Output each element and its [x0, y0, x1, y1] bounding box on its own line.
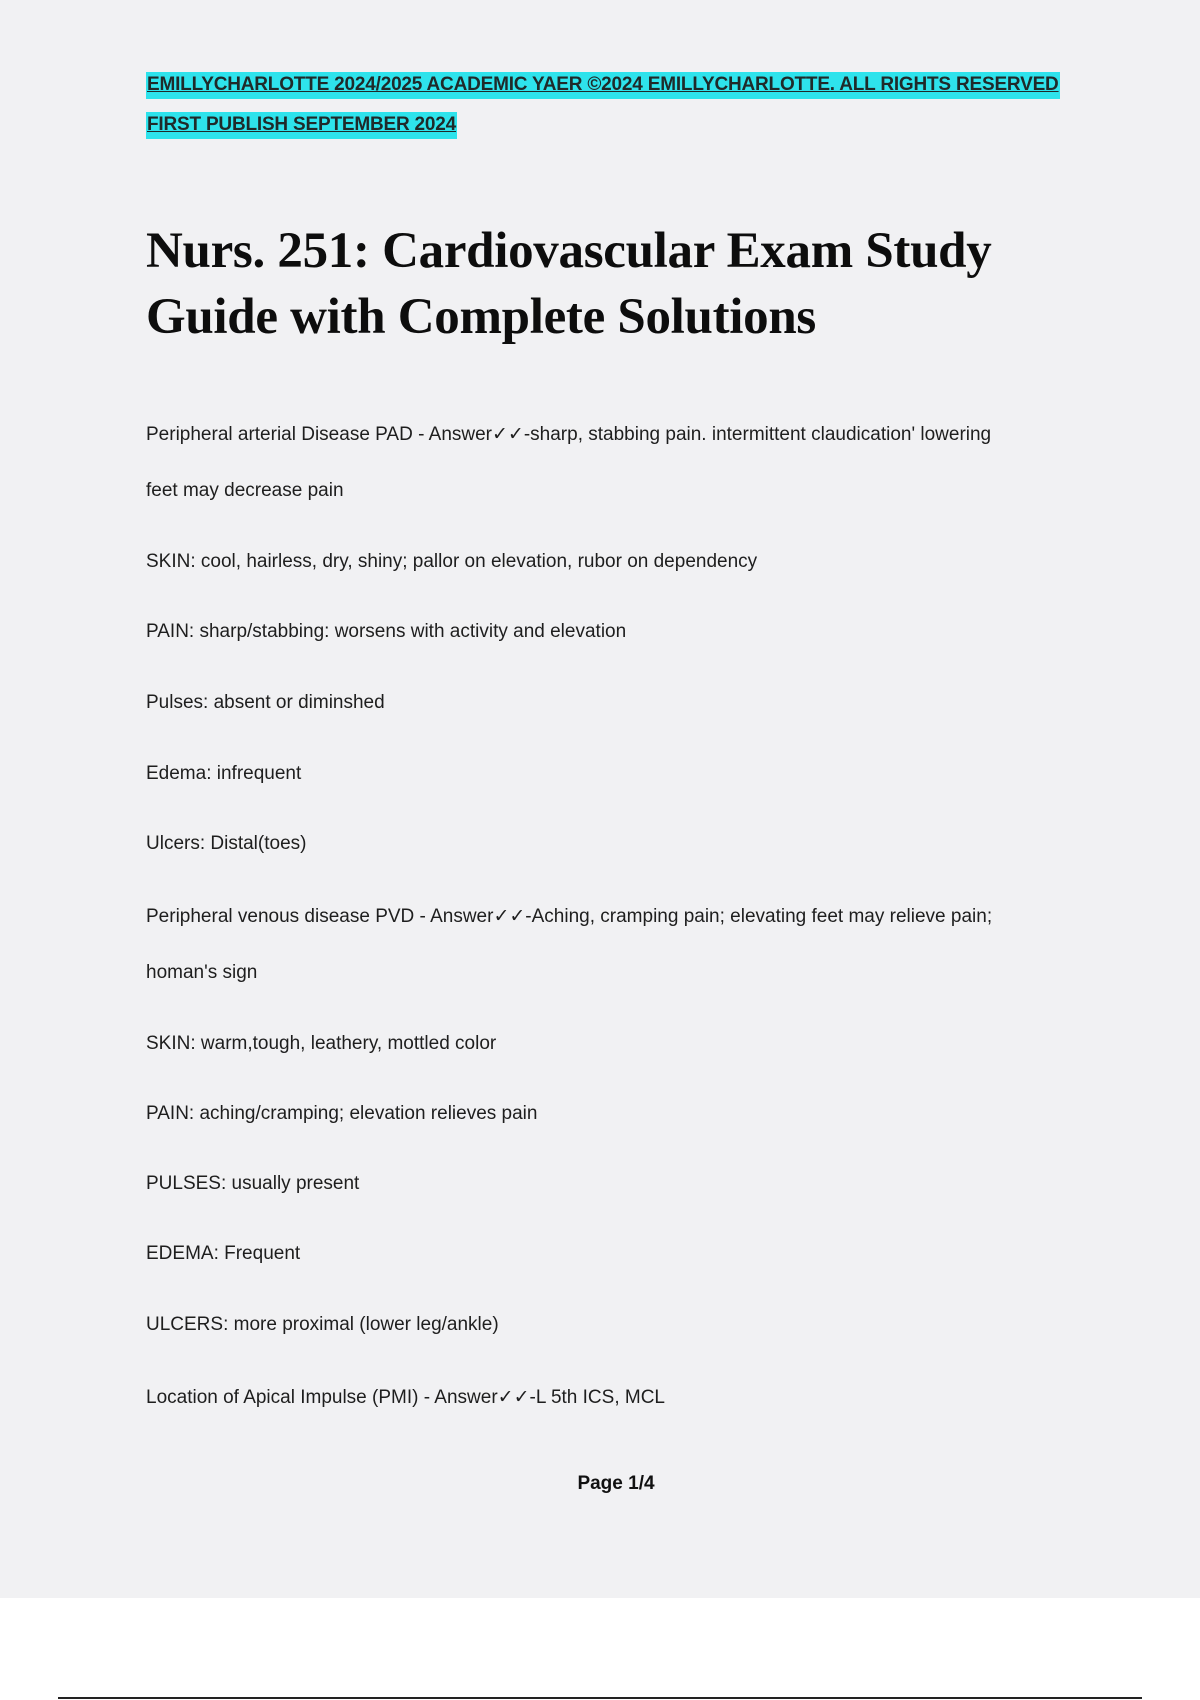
page-number: Page 1/4: [577, 1473, 655, 1494]
pvd-answer-line-2: homan's sign: [146, 962, 258, 983]
pad-edema: Edema: infrequent: [146, 763, 302, 784]
publish-date-text: FIRST PUBLISH SEPTEMBER 2024: [146, 112, 457, 139]
pvd-skin: SKIN: warm,tough, leathery, mottled color: [146, 1033, 497, 1054]
footer-divider: [58, 1697, 1142, 1699]
publish-date-header: [146, 114, 457, 136]
copyright-header: [146, 74, 1060, 96]
pvd-edema: EDEMA: Frequent: [146, 1243, 301, 1264]
pvd-answer-line-1: Peripheral venous disease PVD - Answer✓✓-Aching, cramping pain; elevating feet may relieve pain;: [146, 906, 993, 927]
pad-answer-line-1: Peripheral arterial Disease PAD - Answer✓✓-sharp, stabbing pain. intermittent claudication' lowering: [146, 424, 992, 445]
document-title: Nurs. 251: Cardiovascular Exam Study Guide with Complete Solutions: [146, 223, 992, 345]
copyright-header-text: EMILLYCHARLOTTE 2024/2025 ACADEMIC YAER ©2024 EMILLYCHARLOTTE. ALL RIGHTS RESERVED: [146, 72, 1060, 99]
pvd-ulcers: ULCERS: more proximal (lower leg/ankle): [146, 1314, 499, 1335]
pvd-pulses: PULSES: usually present: [146, 1173, 360, 1194]
pad-answer-line-2: feet may decrease pain: [146, 480, 344, 501]
pad-ulcers: Ulcers: Distal(toes): [146, 833, 307, 854]
pvd-pain: PAIN: aching/cramping; elevation relieves pain: [146, 1103, 538, 1124]
pad-pulses: Pulses: absent or diminshed: [146, 692, 385, 713]
pad-skin: SKIN: cool, hairless, dry, shiny; pallor on elevation, rubor on dependency: [146, 551, 758, 572]
pad-pain: PAIN: sharp/stabbing: worsens with activity and elevation: [146, 621, 627, 642]
pmi-answer: Location of Apical Impulse (PMI) - Answer✓✓-L 5th ICS, MCL: [146, 1387, 665, 1408]
